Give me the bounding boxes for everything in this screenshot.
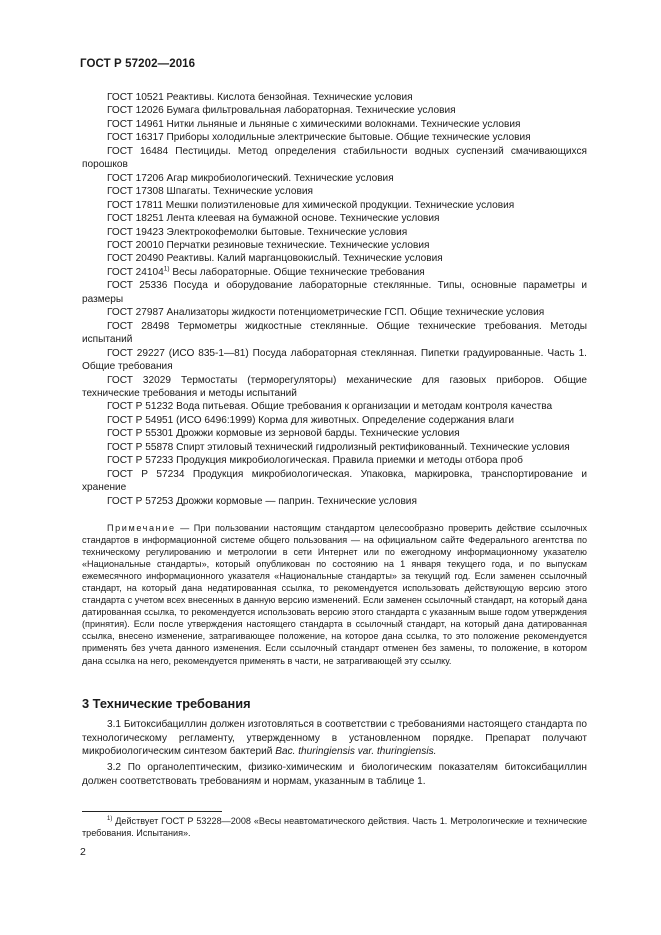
reference-item: ГОСТ 32029 Термостаты (терморегуляторы) механические для газовых приборов. Общие технические требования и методы испытаний [82, 374, 587, 399]
footnote-marker: 1) [107, 815, 113, 822]
reference-item: ГОСТ 27987 Анализаторы жидкости потенциометрические ГСП. Общие технические условия [107, 307, 545, 319]
note-paragraph [82, 522, 587, 667]
reference-item: ГОСТ 20010 Перчатки резиновые технические. Технические условия [107, 239, 430, 251]
page-number: 2 [80, 846, 86, 858]
reference-item: ГОСТ 16317 Приборы холодильные электрические бытовые. Общие технические условия [107, 132, 531, 144]
reference-item: ГОСТ Р 55878 Спирт этиловый технический гидролизный ректификованный. Технические условия [107, 441, 570, 453]
reference-item: ГОСТ Р 57253 Дрожжи кормовые — паприн. Технические условия [107, 495, 417, 507]
reference-item: ГОСТ Р 57234 Продукция микробиологическая. Упаковка, маркировка, транспортирование и хранение [82, 468, 587, 494]
reference-item: ГОСТ 28498 Термометры жидкостные стеклянные. Общие технические требования. Методы испытаний [82, 320, 587, 346]
reference-item: ГОСТ Р 51232 Вода питьевая. Общие требования к организации и методам контроля качества [107, 401, 553, 413]
note-text: — При пользовании настоящим стандартом целесообразно проверить действие ссылочных стандартов в информационной системе общего пользования — на официальном сайте Федерального агентства по техническому регулированию и метрологии в сети Интернет или по ежегодному информационному указателю «Национальные стандарты», который опубликован по состоянию на 1 января текущего года, и по выпускам ежемесячного информационного указателя «Национальные стандарты» за текущий год. Если заменен ссылочный стандарт, на который дана недатированная ссылка, то рекомендуется использовать действующую версию этого стандарта с учетом всех внесенных в данную версию изменений. Если заменен ссылочный стандарт, на который дана датированная ссылка, то рекомендуется использовать версию этого стандарта с указанным выше годом утверждения (принятия). Если после утверждения настоящего стандарта в ссылочный стандарт, на который дана датированная ссылка, внесено изменение, затрагивающее положение, на которое дана ссылка, то это положение рекомендуется применять без учета данного изменения. Если ссылочный стандарт отменен без замены, то положение, в котором дана ссылка на него, рекомендуется применять в части, не затрагивающей эту ссылку. [82, 523, 587, 666]
note-label: Примечание [107, 523, 176, 533]
species-name: Bac. thuringiensis var. thuringiensis. [275, 746, 437, 758]
reference-item: ГОСТ 12026 Бумага фильтровальная лабораторная. Технические условия [107, 105, 456, 117]
paragraph-3-2: 3.2 По органолептическим, физико-химическим и биологическим показателям битоксибациллин должен соответствовать требованиям и нормам, указанным в таблице 1. [82, 762, 587, 787]
reference-item: ГОСТ 29227 (ИСО 835-1—81) Посуда лабораторная стеклянная. Пипетки градуированные. Часть 1. Общие требования [82, 347, 587, 373]
footnote-marker: 1) [163, 265, 170, 273]
reference-item: ГОСТ 20490 Реактивы. Калий марганцовокислый. Технические условия [107, 253, 443, 265]
reference-item: ГОСТ Р 55301 Дрожжи кормовые из зерновой барды. Технические условия [107, 428, 460, 440]
page-header: ГОСТ Р 57202—2016 [80, 58, 196, 70]
reference-item: ГОСТ Р 54951 (ИСО 6496:1999) Корма для животных. Определение содержания влаги [107, 414, 515, 426]
reference-item: ГОСТ 17206 Агар микробиологический. Технические условия [107, 172, 394, 184]
normative-references-list [82, 91, 587, 508]
reference-item: ГОСТ 14961 Нитки льняные и льняные с химическими волокнами. Технические условия [107, 118, 521, 130]
reference-item: ГОСТ 16484 Пестициды. Метод определения стабильности водных суспензий смачивающихся порошков [82, 145, 587, 171]
reference-item: ГОСТ 17308 Шпагаты. Технические условия [107, 186, 313, 198]
footnote: $^{1)}$ Действует ГОСТ Р 53228—2008 «Весы неавтоматического действия. Часть 1. Метрологические и технические требования. Испытания». [82, 815, 587, 839]
reference-item: ГОСТ 17811 Мешки полиэтиленовые для химической продукции. Технические условия [107, 199, 515, 211]
reference-item: ГОСТ 18251 Лента клеевая на бумажной основе. Технические условия [107, 213, 440, 225]
reference-item: ГОСТ Р 57233 Продукция микробиологическая. Правила приемки и методы отбора проб [107, 455, 523, 467]
footnote-divider [82, 811, 222, 812]
reference-item: ГОСТ 19423 Электрокофемолки бытовые. Технические условия [107, 226, 408, 238]
reference-item: ГОСТ 25336 Посуда и оборудование лабораторные стеклянные. Типы, основные параметры и размеры [82, 280, 587, 305]
paragraph-3-1: 3.1 Битоксибациллин должен изготовляться в соответствии с требованиями настоящего стандарта по технологическому регламенту, утвержденному в установленном порядке. Препарат получают микробиологическим синтезом бактерий Bac. thuringiensis var. thuringiensis. [82, 719, 587, 758]
reference-item: ГОСТ 10521 Реактивы. Кислота бензойная. Технические условия [107, 92, 413, 103]
section-title: 3 Технические требования [82, 696, 251, 711]
reference-item: ГОСТ 24104$^{1)}$ Весы лабораторные. Общие технические требования [107, 265, 425, 278]
